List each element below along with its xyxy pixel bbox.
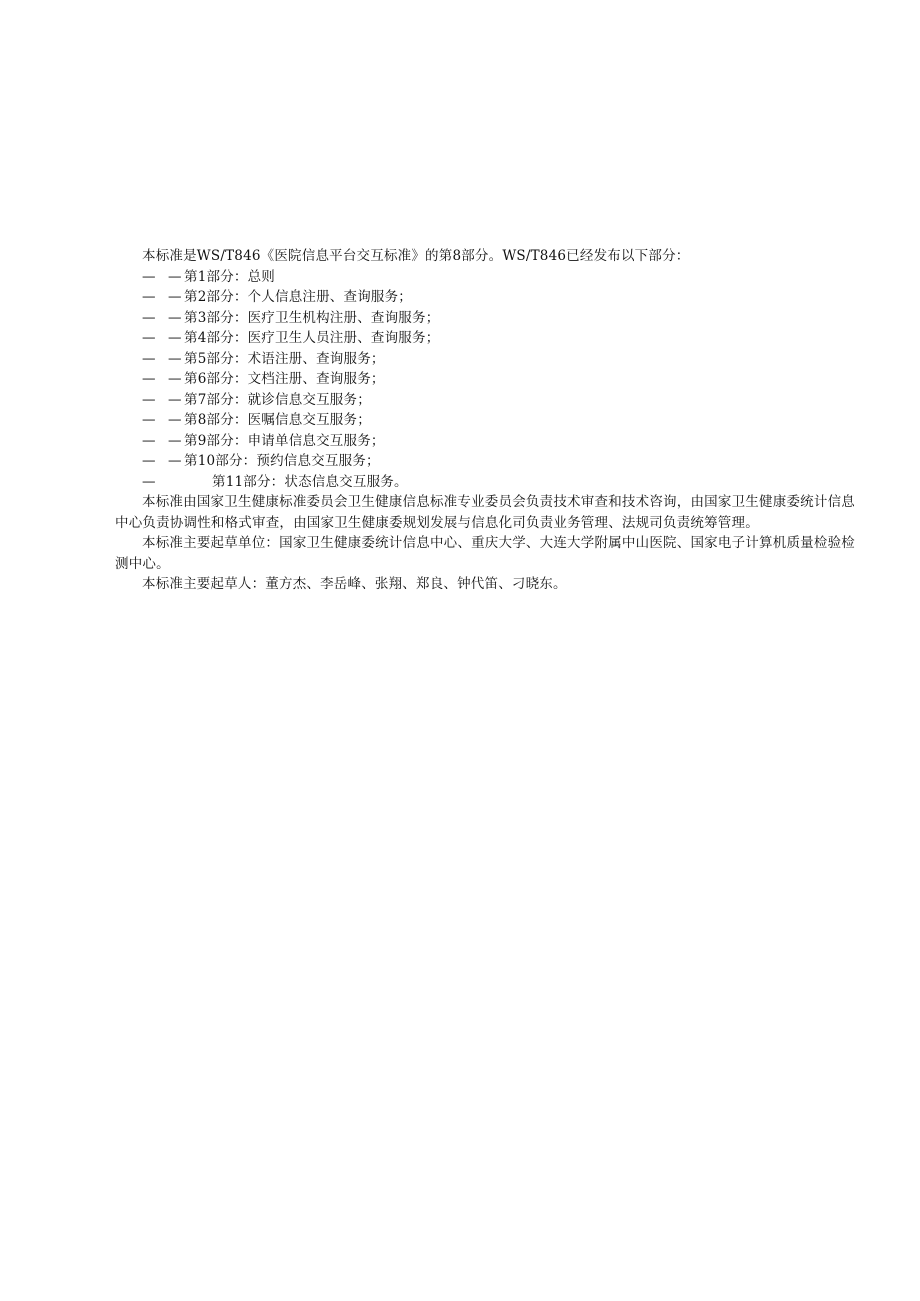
list-item [115,431,855,452]
list-dash: — [168,309,182,326]
list-item [115,410,855,431]
list-lead-dash: — [142,453,156,469]
list-item [115,451,855,472]
list-dash: — [168,330,182,346]
list-item-text: 第4部分：医疗卫生人员注册、查询服务； [184,330,440,346]
list-dash: — [168,432,182,449]
list-item-text: 第2部分：个人信息注册、查询服务； [184,289,412,305]
list-dash: — [168,289,182,305]
list-lead-dash: — [142,412,156,428]
list-item-text: 第9部分：申请单信息交互服务； [184,432,385,449]
list-item [115,287,855,308]
list-lead-dash: — [142,268,156,285]
list-lead-dash: — [142,350,156,367]
list-dash: — [168,350,182,367]
list-lead-dash: — [142,371,156,387]
list-dash: — [168,453,182,469]
list-lead-dash: — [142,391,156,408]
list-item [115,267,855,288]
list-lead-dash: — [142,432,156,449]
list-item-text: 第7部分：就诊信息交互服务； [184,391,371,408]
list-lead-dash: — [142,289,156,305]
list-item-text: 第5部分：术语注册、查询服务； [184,350,385,367]
list-item-text: 第10部分：预约信息交互服务； [184,453,380,469]
list-item-text: 第6部分：文档注册、查询服务； [184,371,385,387]
list-item [115,390,855,411]
list-item [115,328,855,349]
list-dash: — [168,412,182,428]
drafting-units-paragraph: 本标准主要起草单位：国家卫生健康委统计信息中心、重庆大学、大连大学附属中山医院、国家电子计算机质量检验检测中心。 [115,535,855,572]
list-item [115,349,855,370]
list-lead-dash: — [142,309,156,326]
list-item-text: 第8部分：医嘱信息交互服务； [184,412,371,428]
list-dash: — [168,268,182,285]
list-item-text: 第1部分：总则 [184,268,275,285]
list-item [115,308,855,329]
foreword-content [115,246,855,595]
list-item-text: 第3部分：医疗卫生机构注册、查询服务； [184,309,440,326]
drafters-paragraph: 本标准主要起草人：董方杰、李岳峰、张翔、郑良、钟代笛、刁晓东。 [142,576,567,592]
list-item [115,472,855,493]
intro-paragraph: 本标准是WS/T846《医院信息平台交互标准》的第8部分。WS/T846已经发布以下部分： [142,248,690,264]
parts-list [115,267,855,493]
review-paragraph: 本标准由国家卫生健康标准委员会卫生健康信息标准专业委员会负责技术审查和技术咨询，由国家卫生健康委统计信息中心负责协调性和格式审查，由国家卫生健康委规划发展与信息化司负责业务管理、法规司负责统筹管理。 [115,494,855,531]
list-dash: — [168,371,182,387]
list-dash: — [168,391,182,408]
list-lead-dash: — [142,330,156,346]
list-item [115,369,855,390]
list-item-text: 第11部分：状态信息交互服务。 [212,473,408,490]
list-lead-dash: — [142,473,156,490]
